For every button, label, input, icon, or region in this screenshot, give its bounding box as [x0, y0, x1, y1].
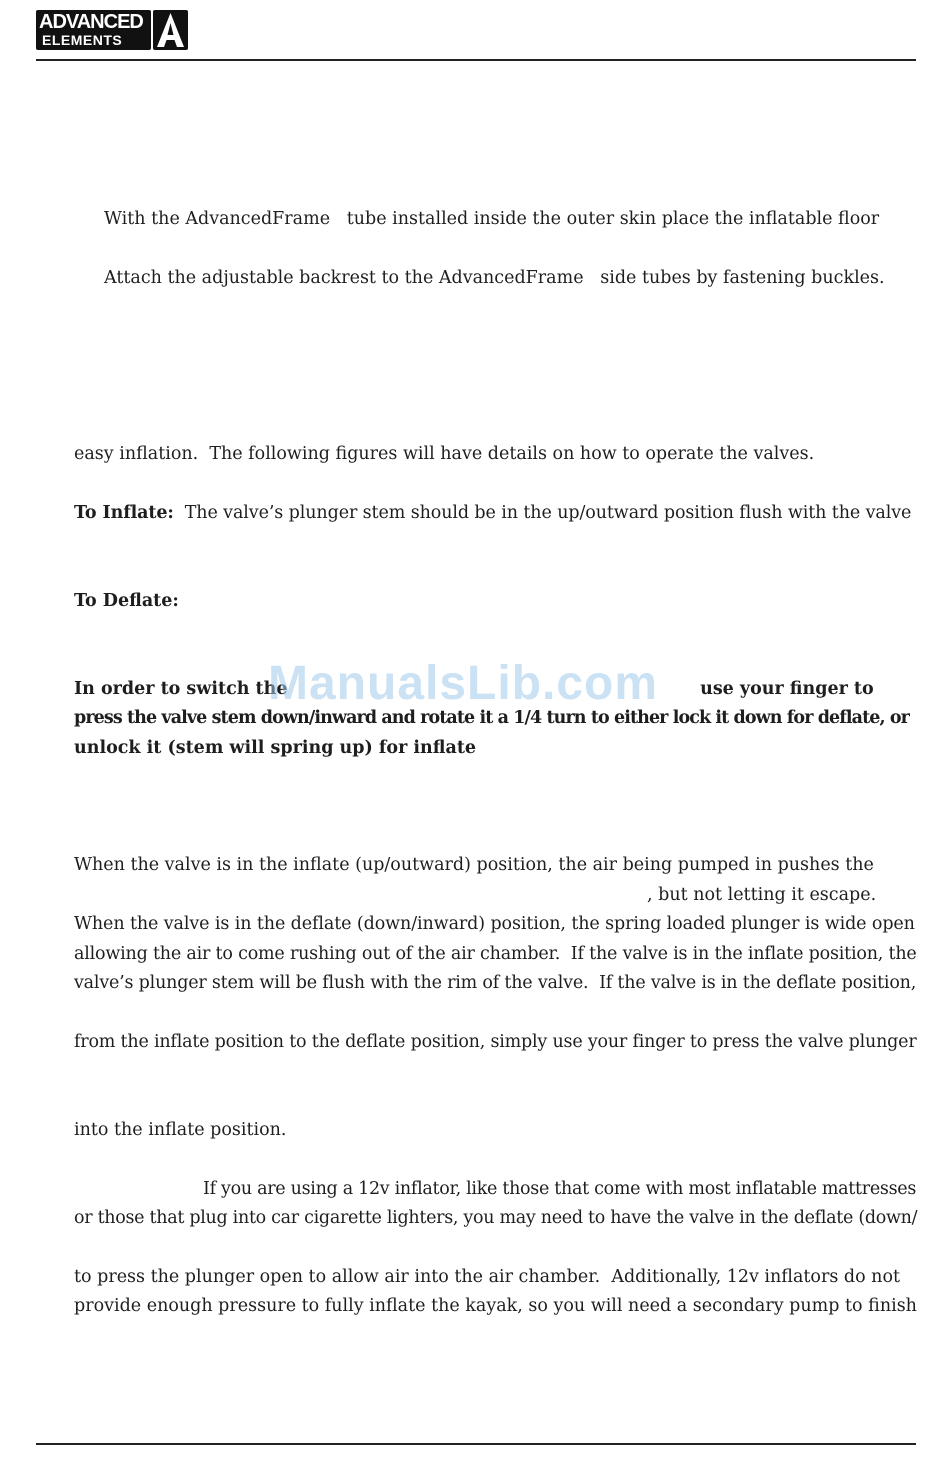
switch-line-2: press the valve stem down/inward and rotate it a 1/4 turn to either lock it down for deflate, or	[74, 708, 909, 728]
inflator-line-2: or those that plug into car cigarette lighters, you may need to have the valve in the deflate (down/	[74, 1208, 918, 1228]
logo-text-elements: ELEMENTS	[42, 32, 123, 48]
valve-explain-line-3: When the valve is in the deflate (down/inward) position, the spring loaded plunger is wide open	[74, 914, 915, 934]
to-deflate-label: To Deflate:	[74, 591, 179, 611]
paragraph-easy-inflation: easy inflation. The following figures will have details on how to operate the valves.	[74, 444, 815, 464]
to-inflate-label: To Inflate:	[74, 503, 174, 523]
switch-line-1b: use your finger to	[694, 679, 874, 699]
inflator-line-3: to press the plunger open to allow air into the air chamber. Additionally, 12v inflators do not	[74, 1267, 901, 1287]
valve-explain-line-6: from the inflate position to the deflate position, simply use your finger to press the valve plunger	[74, 1032, 917, 1052]
logo-a-mark-icon	[153, 10, 188, 50]
valve-explain-line-5: valve’s plunger stem will be flush with the rim of the valve. If the valve is in the deflate position,	[74, 973, 917, 993]
logo-wordmark	[36, 10, 151, 50]
footer-rule	[36, 1443, 916, 1445]
advanced-elements-logo	[36, 10, 188, 52]
inflator-line-1: If you are using a 12v inflator, like those that come with most inflatable mattresses	[203, 1179, 916, 1199]
switch-line-1a: In order to switch the	[74, 679, 294, 699]
paragraph-backrest: Attach the adjustable backrest to the AdvancedFrame side tubes by fastening buckles.	[104, 268, 885, 288]
inflator-line-4: provide enough pressure to fully inflate the kayak, so you will need a secondary pump to finish	[74, 1296, 917, 1316]
valve-explain-line-7: into the inflate position.	[74, 1120, 287, 1140]
logo-text-advanced: ADVANCED	[39, 11, 143, 33]
valve-explain-line-4: allowing the air to come rushing out of the air chamber. If the valve is in the inflate position, the	[74, 944, 917, 964]
switch-line-3: unlock it (stem will spring up) for inflate	[74, 738, 477, 758]
paragraph-frame-install: With the AdvancedFrame tube installed inside the outer skin place the inflatable floor	[104, 209, 880, 229]
valve-explain-line-1: When the valve is in the inflate (up/outward) position, the air being pumped in pushes the	[74, 855, 874, 875]
header-rule	[36, 59, 916, 61]
to-inflate-text: The valve’s plunger stem should be in the up/outward position flush with the valve	[173, 503, 912, 523]
paragraph-to-inflate	[74, 501, 911, 525]
manualslib-watermark: ManualsLib.com	[268, 657, 659, 710]
valve-explain-line-2: , but not letting it escape.	[647, 885, 877, 905]
